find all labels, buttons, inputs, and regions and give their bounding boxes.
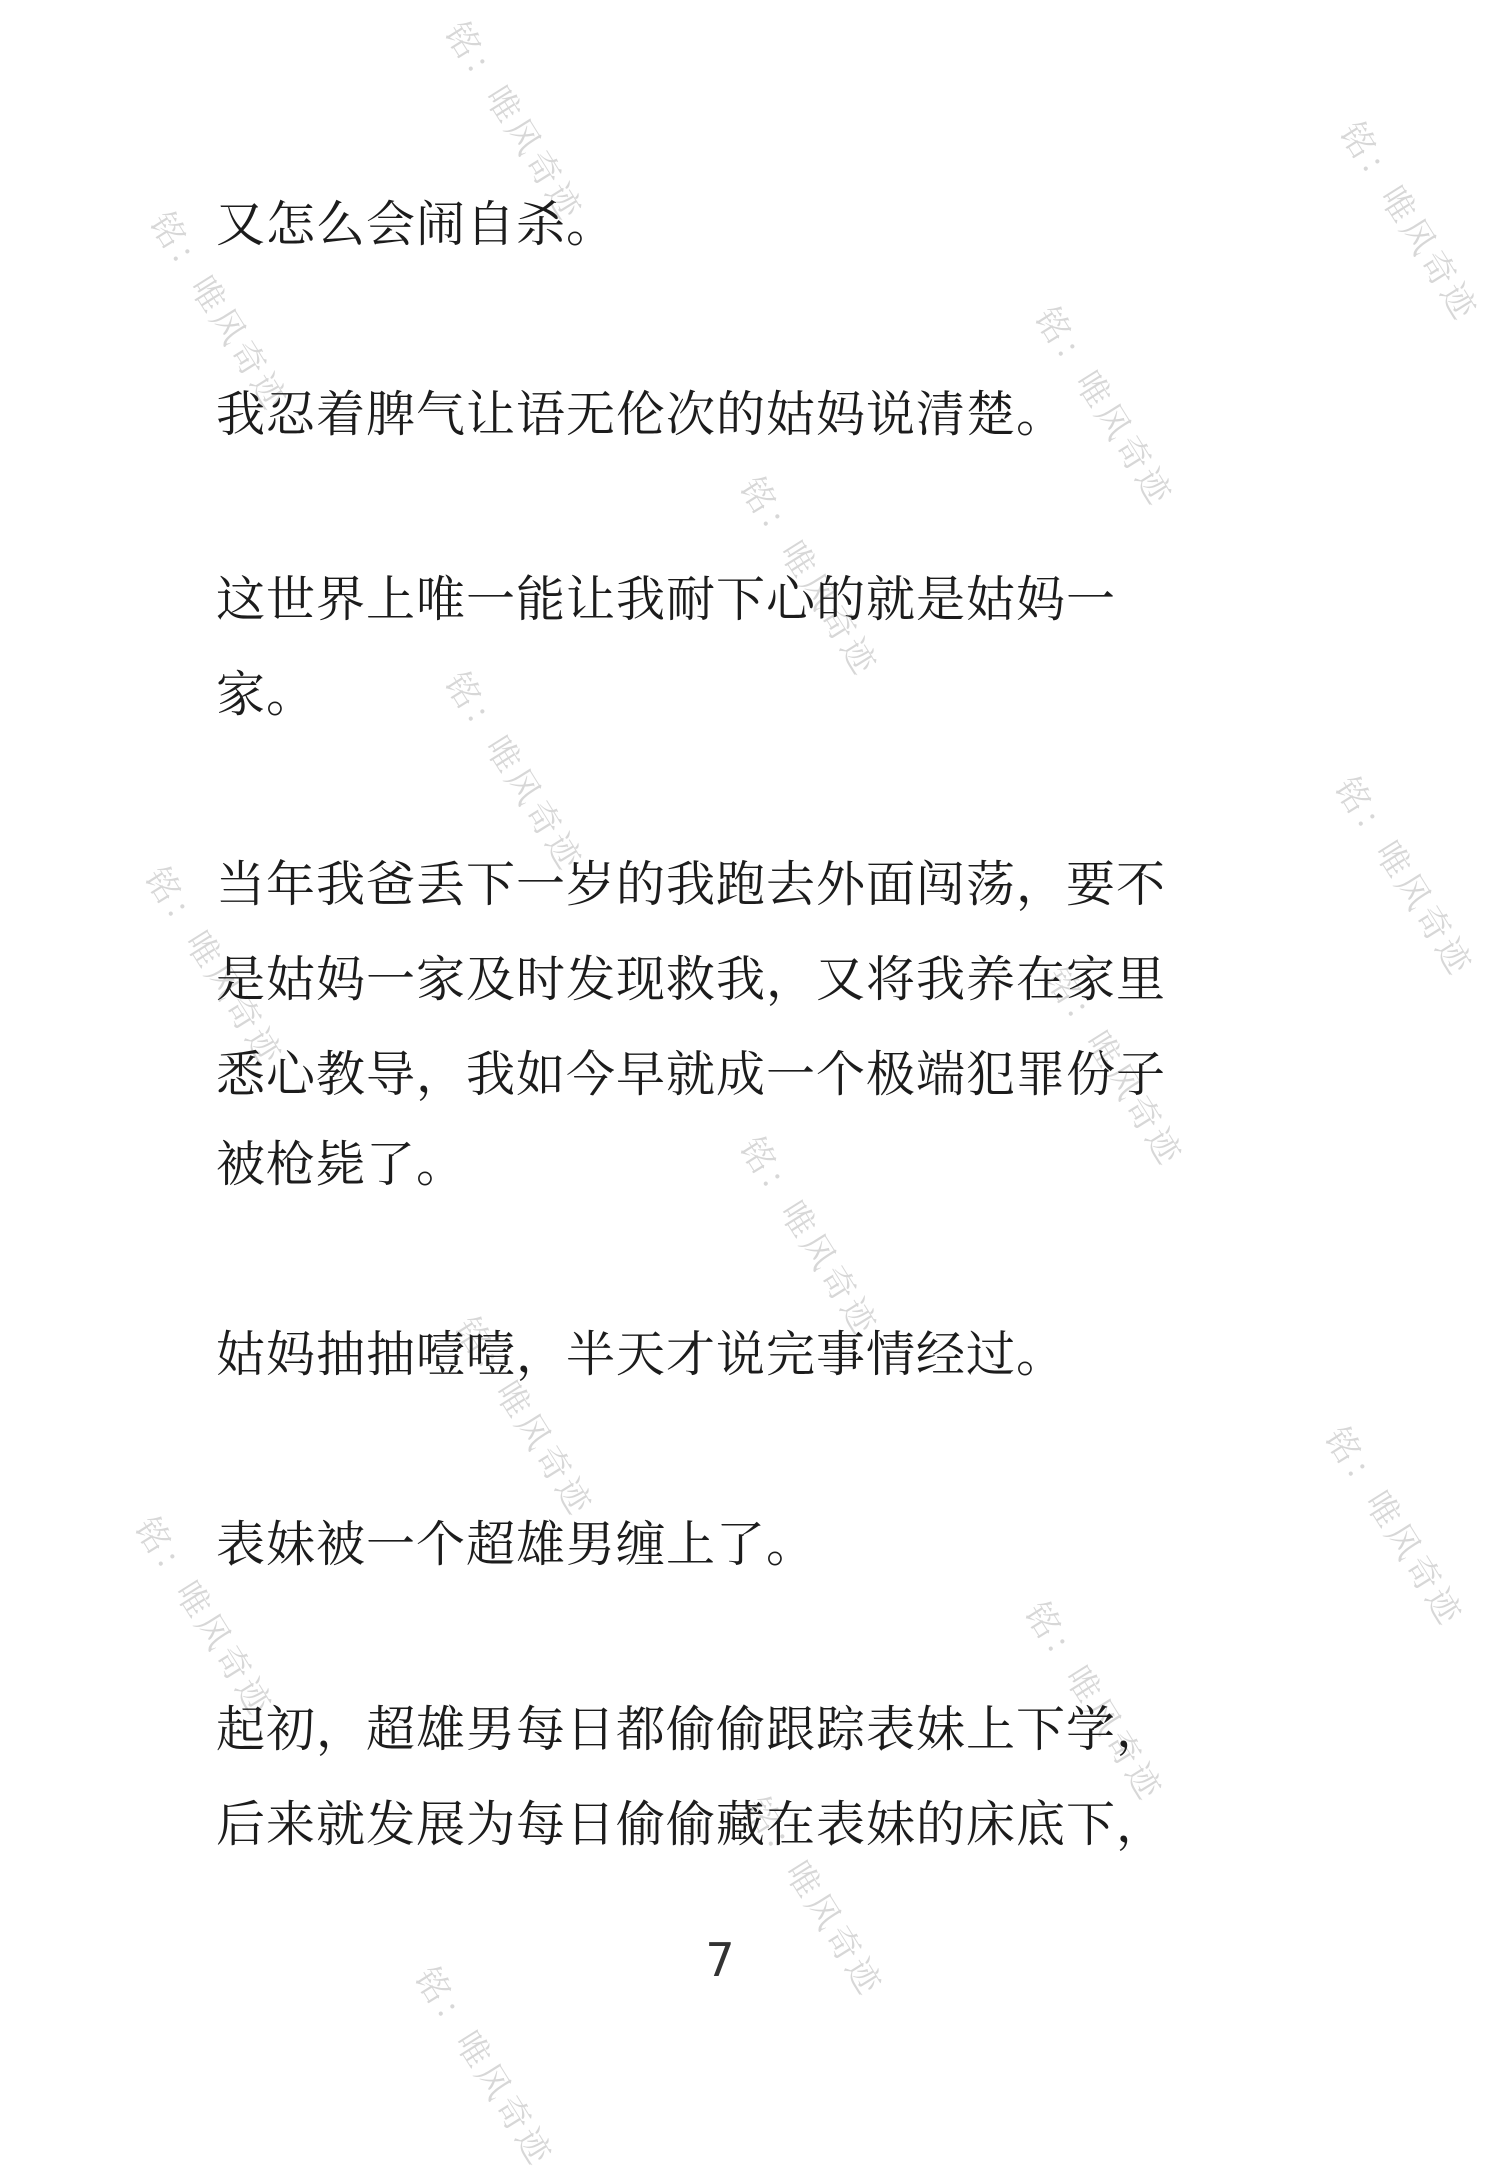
paragraph-line: 悉心教导，我如今早就成一个极端犯罪份子 bbox=[216, 1046, 1167, 1103]
paragraph-line: 这世界上唯一能让我耐下心的就是姑妈一 bbox=[216, 571, 1117, 628]
watermark: 铭：唯风奇迹 bbox=[136, 860, 291, 1075]
page-number: 7 bbox=[705, 1933, 735, 1987]
watermark: 铭：唯风奇迹 bbox=[141, 205, 296, 420]
paragraph-line: 是姑妈一家及时发现救我，又将我养在家里 bbox=[216, 951, 1167, 1008]
paragraph-line: 表妹被一个超雄男缠上了。 bbox=[216, 1516, 817, 1573]
watermark: 铭：唯风奇迹 bbox=[736, 1790, 891, 2005]
paragraph-line: 当年我爸丢下一岁的我跑去外面闯荡，要不 bbox=[216, 856, 1167, 913]
paragraph-line: 被枪毙了。 bbox=[216, 1136, 467, 1193]
watermark: 铭：唯风奇迹 bbox=[1316, 1420, 1471, 1635]
watermark: 铭：唯风奇迹 bbox=[1331, 115, 1486, 330]
watermark: 铭：唯风奇迹 bbox=[1326, 770, 1481, 985]
paragraph-line: 起初，超雄男每日都偷偷跟踪表妹上下学， bbox=[216, 1701, 1167, 1758]
watermark: 铭：唯风奇迹 bbox=[406, 1960, 561, 2175]
watermark: 铭：唯风奇迹 bbox=[436, 665, 591, 880]
watermark: 铭：唯风奇迹 bbox=[1036, 960, 1191, 1175]
watermark: 铭：唯风奇迹 bbox=[731, 1130, 886, 1345]
watermark: 铭：唯风奇迹 bbox=[126, 1510, 281, 1725]
watermark: 铭：唯风奇迹 bbox=[436, 15, 591, 230]
paragraph-line: 姑妈抽抽噎噎，半天才说完事情经过。 bbox=[216, 1326, 1067, 1383]
watermark: 铭：唯风奇迹 bbox=[1016, 1595, 1171, 1810]
paragraph-line: 我忍着脾气让语无伦次的姑妈说清楚。 bbox=[216, 386, 1067, 443]
watermark: 铭：唯风奇迹 bbox=[1026, 300, 1181, 515]
watermark: 铭：唯风奇迹 bbox=[446, 1310, 601, 1525]
watermark: 铭：唯风奇迹 bbox=[731, 470, 886, 685]
paragraph-line: 家。 bbox=[216, 666, 317, 723]
paragraph-line: 后来就发展为每日偷偷藏在表妹的床底下， bbox=[216, 1796, 1167, 1853]
paragraph-line: 又怎么会闹自杀。 bbox=[216, 196, 617, 253]
